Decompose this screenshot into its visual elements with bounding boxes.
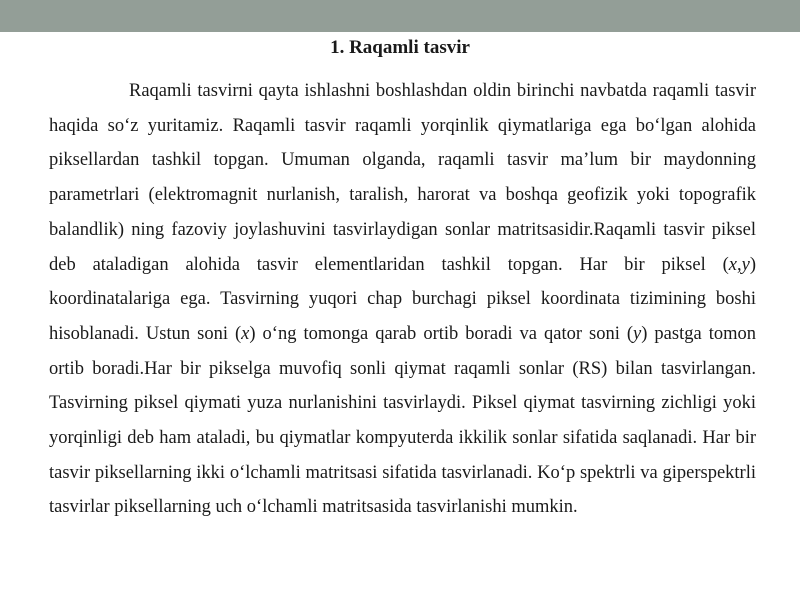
paragraph-text-2: ) koordinatalariga ega. Tasvirning yuqori chap burchagi piksel koordinata tizimining boshi hisoblanadi. Ustun soni ( <box>49 254 756 344</box>
slide-header-bar <box>0 0 800 32</box>
variable-x-column: x <box>241 323 250 344</box>
variable-y: y <box>741 254 750 275</box>
paragraph-text-4: ) pastga tomon ortib boradi.Har bir pikselga muvofiq sonli qiymat raqamli sonlar (RS) bilan tasvirlangan. Tasvirning piksel qiymati yuza nurlanishini tasvirlaydi. Piksel qiymat tasvirning zichligi yoki yorqinligi deb ham ataladi, bu qiymatlar kompyuterda ikkilik sonlar sifatida saqlanadi. Har bir tasvir piksellarning ikki o‘lchamli matritsasi sifatida tasvirlanadi. Ko‘p spektrli va giperspektrli tasvirlar piksellarning uch o‘lchamli matritsasida tasvirlanishi mumkin. <box>49 323 756 518</box>
comma: , <box>736 254 742 275</box>
slide-title: 1. Raqamli tasvir <box>330 37 470 58</box>
variable-x: x <box>728 254 737 275</box>
paragraph-text-1: Raqamli tasvirni qayta ishlashni boshlashdan oldin birinchi navbatda raqamli tasvir haqida so‘z yuritamiz. Raqamli tasvir raqamli yorqinlik qiymatlariga ega bo‘lgan alohida piksellardan tashkil topgan. Umuman olganda, raqamli tasvir ma’lum bir maydonning parametrlari (elektromagnit nurlanish, taralish, harorat va boshqa geofizik yoki topografik balandlik) ning fazoviy joylashuvini tasvirlaydigan sonlar matritsasidir.Raqamli tasvir piksel deb ataladigan alohida tasvir elementlaridan tashkil topgan. Har bir piksel ( <box>49 81 756 275</box>
variable-y-row: y <box>633 323 642 344</box>
paragraph-text-3: ) o‘ng tomonga qarab ortib boradi va qator soni ( <box>249 323 634 344</box>
body-paragraph <box>49 74 756 525</box>
